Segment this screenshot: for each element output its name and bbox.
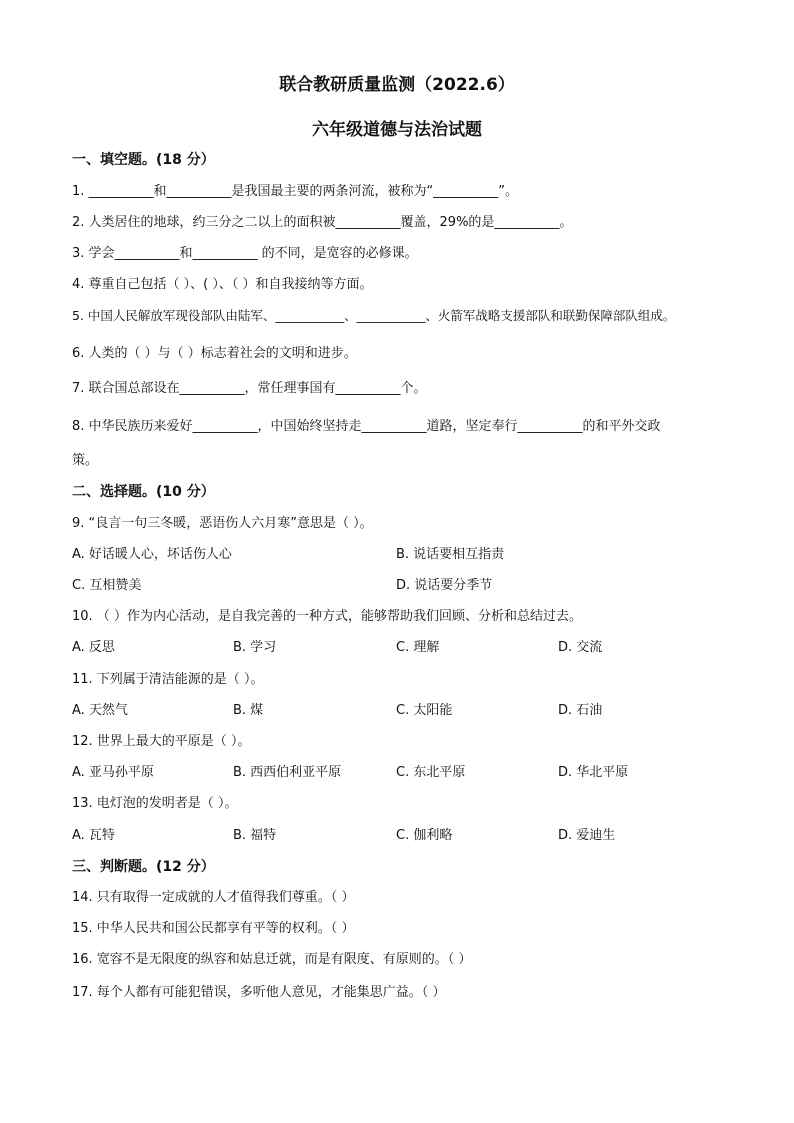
section-choice-heading: 二、选择题。(10 分）: [72, 484, 215, 500]
q9-option-a: A. 好话暖人心，坏话伤人心: [72, 547, 232, 562]
q11-option-a: A. 天然气: [72, 703, 128, 718]
section-fill-heading: 一、填空题。(18 分）: [72, 152, 215, 168]
q12-option-d: D. 华北平原: [558, 765, 629, 780]
question-8-continued: 策。: [72, 453, 99, 468]
q10-option-a: A. 反思: [72, 640, 115, 655]
question-8: 8. 中华民族历来爱好__________，中国始终坚持走__________道路，坚定奉行__________的和平外交政: [72, 419, 661, 434]
question-9: 9. “良言一句三冬暖，恶语伤人六月寒”意思是（ ）。: [72, 516, 373, 531]
question-7: 7. 联合国总部设在__________，常任理事国有__________个。: [72, 381, 427, 396]
question-11: 11. 下列属于清洁能源的是（ ）。: [72, 672, 264, 687]
q9-option-c: C. 互相赞美: [72, 578, 142, 593]
question-2: 2. 人类居住的地球，约三分之二以上的面积被__________覆盖，29%的是__________。: [72, 215, 573, 230]
q9-option-d: D. 说话要分季节: [396, 578, 493, 593]
q9-option-b: B. 说话要相互指责: [396, 547, 505, 562]
question-13: 13. 电灯泡的发明者是（ ）。: [72, 796, 238, 811]
question-17: 17. 每个人都有可能犯错误，多听他人意见，才能集思广益。（ ）: [72, 985, 446, 1000]
section-judge-heading: 三、判断题。(12 分）: [72, 859, 215, 875]
q10-option-d: D. 交流: [558, 640, 603, 655]
q13-option-c: C. 伽利略: [396, 828, 453, 843]
q12-option-b: B. 西西伯利亚平原: [233, 765, 342, 780]
question-3: 3. 学会__________和__________ 的不同，是宽容的必修课。: [72, 246, 418, 261]
q10-option-b: B. 学习: [233, 640, 277, 655]
q13-option-a: A. 瓦特: [72, 828, 115, 843]
question-4: 4. 尊重自己包括（ ）、( ）、（ ）和自我接纳等方面。: [72, 277, 373, 292]
q12-option-a: A. 亚马孙平原: [72, 765, 154, 780]
question-10: 10. （ ）作为内心活动，是自我完善的一种方式，能够帮助我们回顾、分析和总结过去。: [72, 609, 582, 624]
question-1: 1. __________和__________是我国最主要的两条河流，被称为“__________”。: [72, 184, 519, 199]
q12-option-c: C. 东北平原: [396, 765, 466, 780]
q11-option-b: B. 煤: [233, 703, 264, 718]
question-5: 5. 中国人民解放军现役部队由陆军、___________、___________、火箭军战略支援部队和联勤保障部队组成。: [72, 308, 676, 323]
question-6: 6. 人类的（ ）与（ ）标志着社会的文明和进步。: [72, 346, 357, 361]
exam-subtitle: 六年级道德与法治试题: [312, 120, 482, 140]
exam-title: 联合教研质量监测（2022.6）: [279, 75, 515, 95]
q13-option-d: D. 爱迪生: [558, 828, 616, 843]
q13-option-b: B. 福特: [233, 828, 277, 843]
question-12: 12. 世界上最大的平原是（ ）。: [72, 734, 251, 749]
q10-option-c: C. 理解: [396, 640, 440, 655]
question-16: 16. 宽容不是无限度的纵容和姑息迁就，而是有限度、有原则的。（ ）: [72, 952, 472, 967]
q11-option-d: D. 石油: [558, 703, 603, 718]
question-15: 15. 中华人民共和国公民都享有平等的权利。（ ）: [72, 921, 355, 936]
q11-option-c: C. 太阳能: [396, 703, 453, 718]
question-14: 14. 只有取得一定成就的人才值得我们尊重。（ ）: [72, 890, 355, 905]
